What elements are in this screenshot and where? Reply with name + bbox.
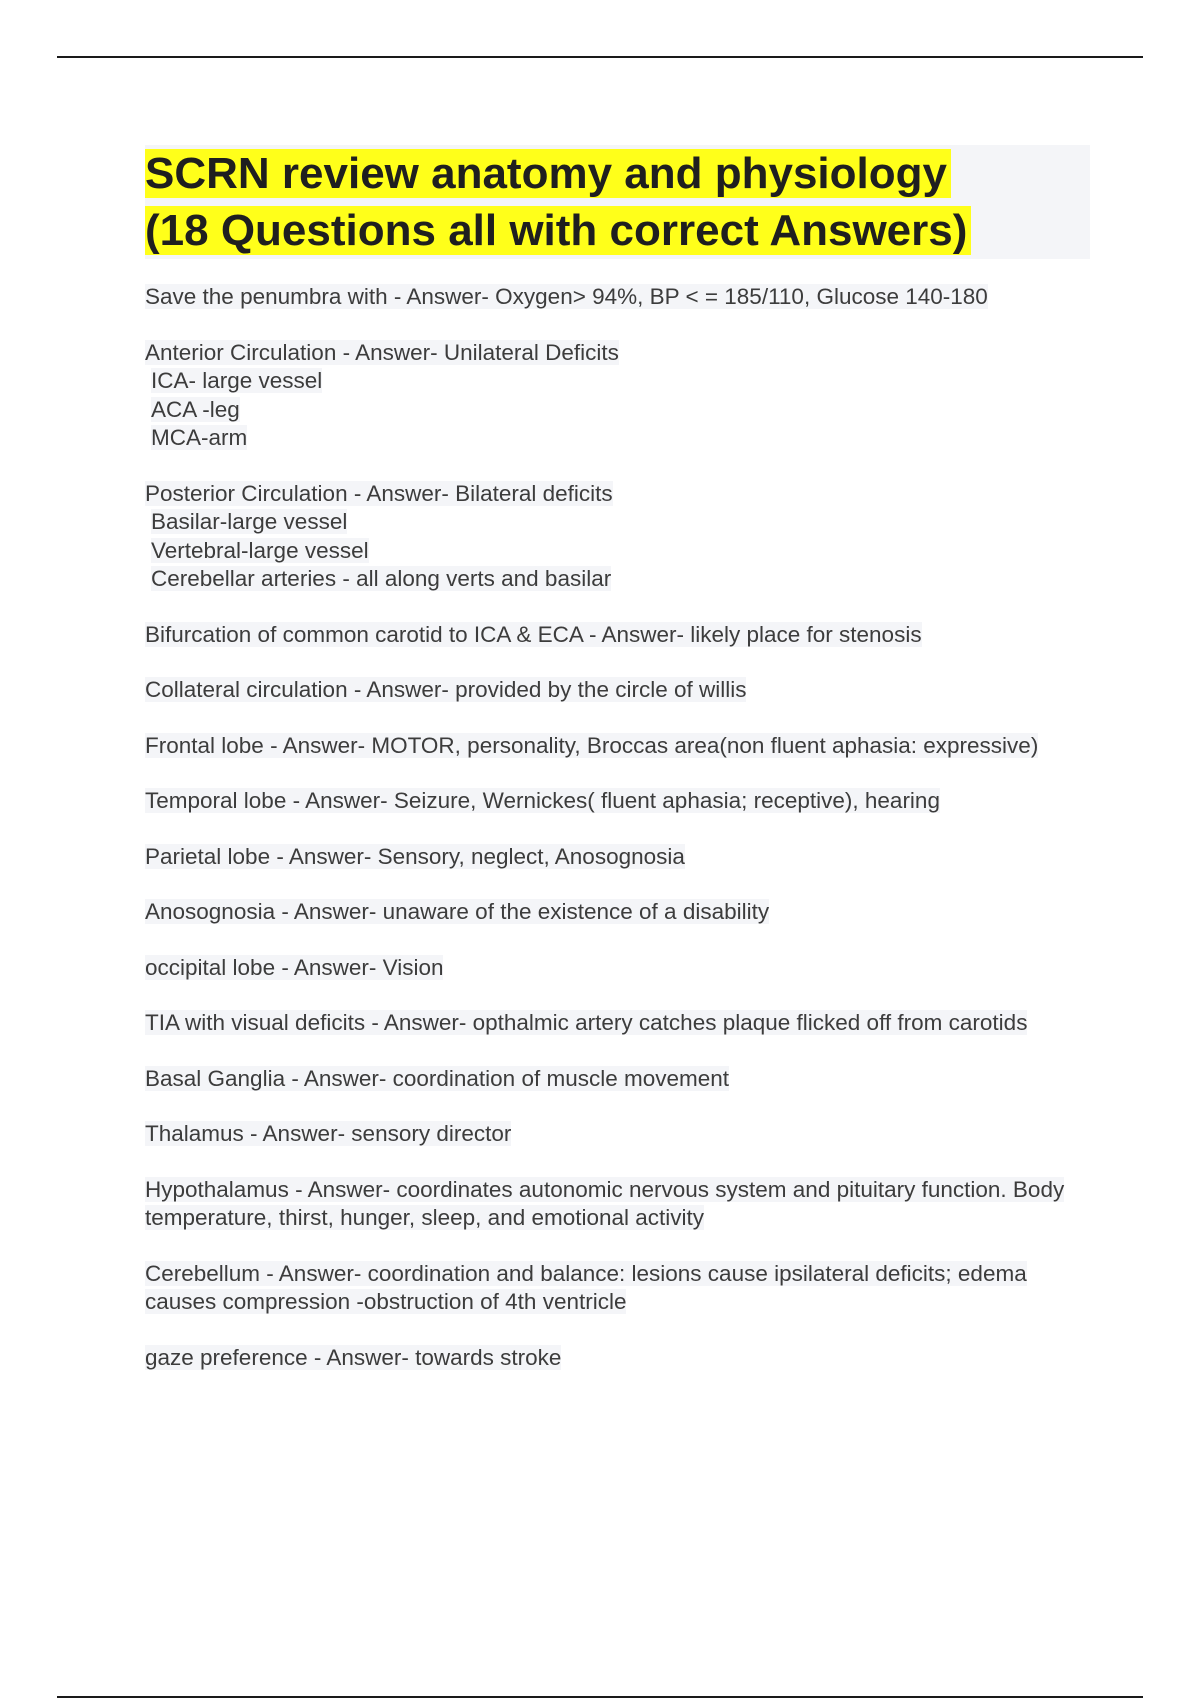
- title-line-2: (18 Questions all with correct Answers): [145, 206, 971, 255]
- qa-text: Anterior Circulation - Answer- Unilateral Deficits: [145, 339, 619, 365]
- qa-text: Cerebellum - Answer- coordination and balance: lesions cause ipsilateral deficits; edema causes compression -obstruction of 4th ventricle: [145, 1260, 1027, 1314]
- qa-subline: [145, 565, 1090, 594]
- qa-item: [145, 732, 1090, 761]
- qa-item: [145, 283, 1090, 312]
- qa-subline-text: Basilar-large vessel: [151, 509, 348, 534]
- qa-text: Thalamus - Answer- sensory director: [145, 1121, 512, 1146]
- qa-subline: [145, 396, 1090, 425]
- qa-item: [145, 339, 1090, 453]
- qa-item: [145, 787, 1090, 816]
- qa-item: [145, 1009, 1090, 1038]
- qa-text: Bifurcation of common carotid to ICA & ECA - Answer- likely place for stenosis: [145, 621, 922, 647]
- qa-text: Save the penumbra with - Answer- Oxygen> 94%, BP < = 185/110, Glucose 140-180: [145, 284, 988, 309]
- qa-item: [145, 1065, 1090, 1094]
- qa-text: Parietal lobe - Answer- Sensory, neglect, Anosognosia: [145, 843, 685, 869]
- qa-text: Posterior Circulation - Answer- Bilateral deficits: [145, 480, 613, 506]
- qa-item: [145, 1260, 1090, 1317]
- qa-item: [145, 954, 1090, 983]
- qa-subline-text: ACA -leg: [151, 396, 240, 422]
- qa-subline: [145, 537, 1090, 566]
- qa-item: [145, 676, 1090, 705]
- qa-text: Hypothalamus - Answer- coordinates autonomic nervous system and pituitary function. Body temperature, thirst, hunger, sleep, and emotional activity: [145, 1176, 1065, 1230]
- bottom-rule: [57, 1696, 1143, 1698]
- qa-text: TIA with visual deficits - Answer- opthalmic artery catches plaque flicked off from carotids: [145, 1010, 1028, 1035]
- qa-subline: [145, 508, 1090, 537]
- document-body: [145, 145, 1090, 1399]
- qa-text: Basal Ganglia - Answer- coordination of muscle movement: [145, 1065, 730, 1091]
- qa-item: [145, 480, 1090, 594]
- qa-item: [145, 1120, 1090, 1149]
- title-line-1: SCRN review anatomy and physiology: [145, 149, 951, 198]
- qa-item: [145, 843, 1090, 872]
- qa-text: Anosognosia - Answer- unaware of the existence of a disability: [145, 899, 770, 924]
- qa-text: gaze preference - Answer- towards stroke: [145, 1344, 562, 1370]
- qa-text: Frontal lobe - Answer- MOTOR, personality, Broccas area(non fluent aphasia: expressive): [145, 732, 1039, 758]
- qa-list: [145, 283, 1090, 1372]
- qa-text: Temporal lobe - Answer- Seizure, Wernickes( fluent aphasia; receptive), hearing: [145, 788, 940, 813]
- qa-item: [145, 898, 1090, 927]
- qa-subline-text: Vertebral-large vessel: [151, 537, 369, 563]
- document-title: [145, 145, 1090, 259]
- qa-subline: [145, 424, 1090, 453]
- qa-subline: [145, 367, 1090, 396]
- qa-subline-text: ICA- large vessel: [151, 368, 323, 393]
- qa-subline-text: Cerebellar arteries - all along verts and basilar: [151, 566, 612, 591]
- qa-text: occipital lobe - Answer- Vision: [145, 954, 444, 980]
- top-rule: [57, 56, 1143, 58]
- qa-item: [145, 1176, 1090, 1233]
- qa-item: [145, 1344, 1090, 1373]
- qa-item: [145, 621, 1090, 650]
- title-block: [145, 145, 1090, 259]
- qa-subline-text: MCA-arm: [151, 425, 248, 450]
- qa-text: Collateral circulation - Answer- provided by the circle of willis: [145, 677, 747, 702]
